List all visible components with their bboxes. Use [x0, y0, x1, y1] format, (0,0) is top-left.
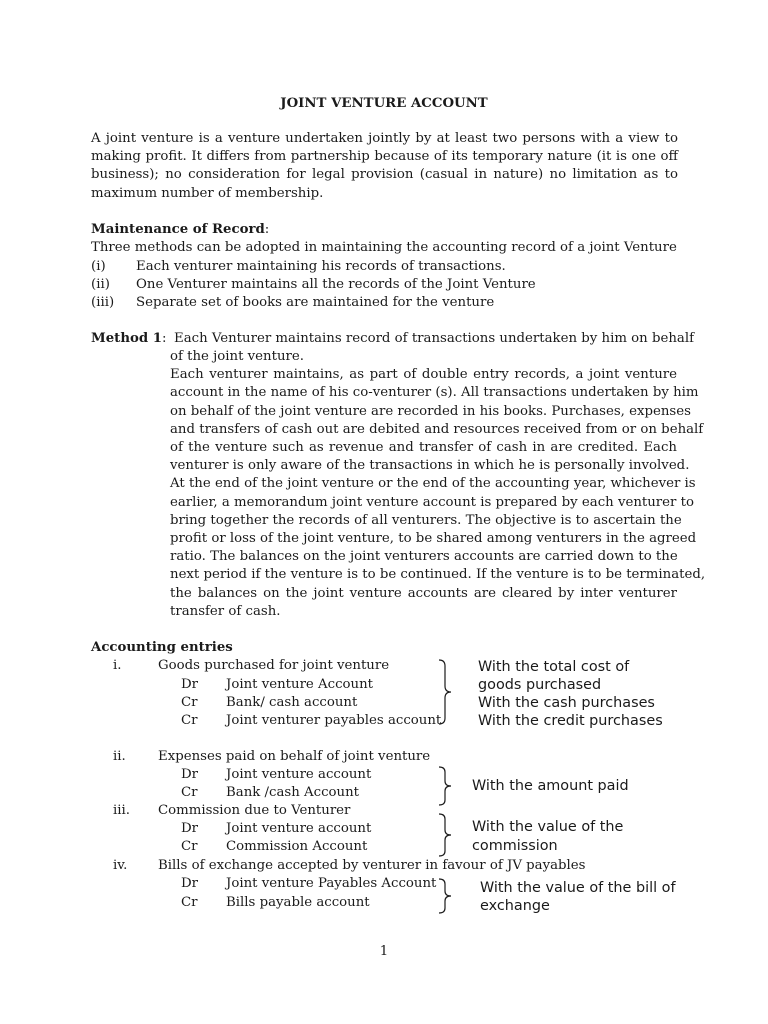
method1-label-line [91, 330, 167, 348]
entry-title: Commission due to Venturer [158, 803, 351, 818]
entry-note: With the total cost of [478, 659, 630, 675]
method1-line: Each venturer maintains, as part of double entry records, a joint venture [170, 367, 677, 383]
entry-note: With the cash purchases [478, 695, 655, 711]
method1-line: transfer of cash. [170, 603, 281, 619]
method1-line: earlier, a memorandum joint venture account is prepared by each venturer to [170, 494, 694, 510]
method-item-text: One Venturer maintains all the records of the Joint Venture [136, 277, 536, 292]
method1-line: venturer is only aware of the transactions in which he is personally involved. [170, 458, 690, 474]
entry-note: With the value of the bill of [480, 880, 676, 896]
entry-note: With the credit purchases [478, 713, 663, 729]
entry-number: i. [113, 658, 122, 673]
method1-line: of the venture such as revenue and transfer of cash in are credited. Each [170, 440, 677, 455]
entry-account: Bills payable account [226, 895, 370, 910]
entry-account: Bank/ cash account [226, 695, 358, 710]
entry-side: Dr [181, 876, 199, 891]
page-number: 1 [379, 944, 389, 959]
method-item-text: Each venturer maintaining his records of transactions. [136, 259, 506, 274]
entry-account: Commission Account [226, 839, 368, 854]
maintenance-heading: Maintenance of Record [91, 222, 265, 237]
brace-icon [436, 812, 456, 858]
maintenance-lead: Three methods can be adopted in maintaining the accounting record of a joint Venture [91, 240, 677, 255]
entry-side: Dr [181, 821, 199, 836]
method1-line: account in the name of his co-venturer (s). All transactions undertaken by him [170, 385, 699, 401]
method1-line: next period if the venture is to be continued. If the venture is to be terminated, [170, 567, 706, 583]
entry-note: commission [472, 838, 558, 854]
intro-paragraph: A joint venture is a venture undertaken jointly by at least two persons with a view to making profit. It differs from partnership because of its temporary nature (it is one off business); no consideration for legal provision (casual in nature) no limitation as to maximum number of membership. [91, 131, 678, 201]
entry-account: Joint venturer payables account [226, 713, 442, 728]
entry-account: Joint venture Payables Account [226, 876, 437, 891]
entry-title: Goods purchased for joint venture [158, 658, 390, 673]
method1-label-colon: : [162, 331, 167, 346]
brace-icon [436, 658, 456, 726]
entry-account: Bank /cash Account [226, 785, 359, 800]
entries-heading: Accounting entries [91, 640, 233, 655]
maintenance-heading-colon: : [264, 222, 270, 237]
entry-side: Cr [181, 895, 198, 910]
method1-line: of the joint venture. [170, 349, 304, 364]
method-item-number: (iii) [91, 295, 115, 310]
entry-account: Joint venture account [226, 821, 372, 836]
method1-line: ratio. The balances on the joint venturers accounts are carried down to the [170, 549, 678, 565]
method-item-number: (ii) [91, 277, 110, 292]
method1-line: and transfers of cash out are debited and resources received from or on behalf [170, 421, 704, 437]
method1-line: At the end of the joint venture or the end of the accounting year, whichever is [170, 476, 696, 492]
entry-side: Cr [181, 785, 198, 800]
entry-note: exchange [480, 898, 550, 914]
brace-icon [436, 877, 456, 915]
entry-side: Cr [181, 695, 198, 710]
method-item-number: (i) [91, 259, 106, 274]
entry-account: Joint venture Account [226, 677, 373, 692]
entry-side: Dr [181, 767, 199, 782]
entry-note: With the amount paid [472, 778, 629, 794]
entry-note: With the value of the [472, 819, 624, 835]
entry-number: iii. [113, 803, 130, 818]
method1-label: Method 1 [91, 331, 163, 346]
entry-side: Cr [181, 713, 198, 728]
method1-line: bring together the records of all venturers. The objective is to ascertain the [170, 512, 682, 528]
entry-note: goods purchased [478, 677, 602, 693]
maintenance-heading-line [91, 221, 269, 239]
method-item-text: Separate set of books are maintained for the venture [136, 295, 495, 310]
entry-side: Dr [181, 677, 199, 692]
entry-side: Cr [181, 839, 198, 854]
brace-icon [436, 765, 456, 807]
method1-line: on behalf of the joint venture are recorded in his books. Purchases, expenses [170, 403, 691, 419]
method1-first-line: Each Venturer maintains record of transactions undertaken by him on behalf [174, 331, 695, 346]
method1-line: the balances on the joint venture accounts are cleared by inter venturer [170, 585, 677, 601]
entry-title: Expenses paid on behalf of joint venture [158, 749, 431, 764]
entry-title: Bills of exchange accepted by venturer in favour of JV payables [158, 858, 586, 873]
page-title: JOINT VENTURE ACCOUNT [280, 96, 488, 111]
entry-number: iv. [113, 858, 128, 873]
entry-number: ii. [113, 749, 126, 764]
entry-account: Joint venture account [226, 767, 372, 782]
method1-line: profit or loss of the joint venture, to be shared among venturers in the agreed [170, 531, 697, 546]
